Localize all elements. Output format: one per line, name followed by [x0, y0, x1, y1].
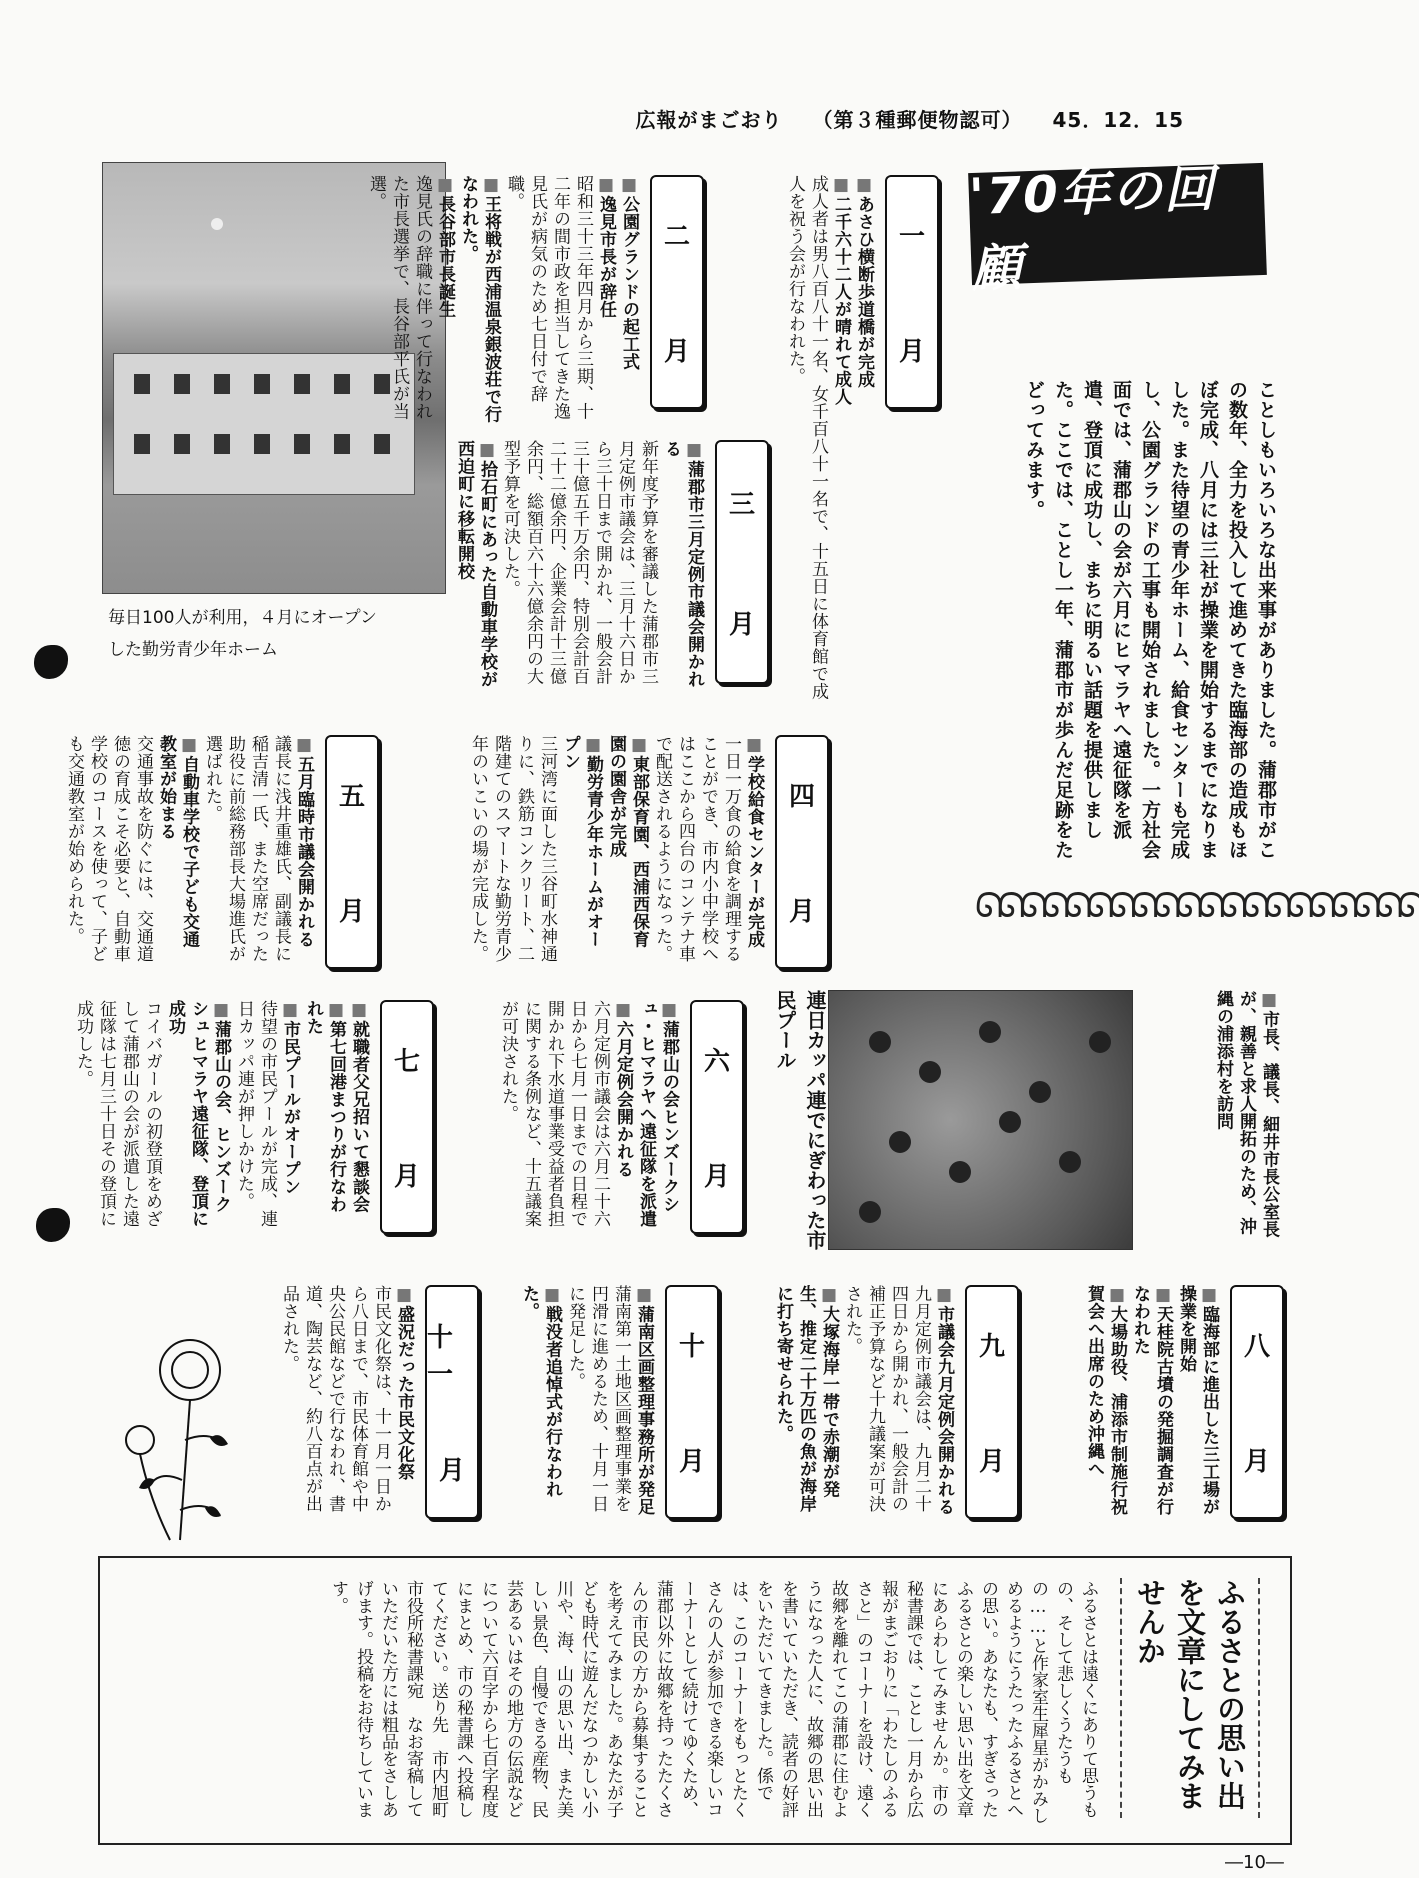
month-label-sep [965, 1285, 1019, 1519]
page-header [614, 104, 1184, 133]
jul-item3-text: 待望の市民プールが完成、連日カッパ連が押しかけた。 [234, 1000, 277, 1228]
aug-item2-title: ■ 天桂院古墳の発掘調査が行なわれた [1130, 1285, 1173, 1516]
oct-unit: 月 [678, 1447, 705, 1477]
nov-item1-title: ■ 盛況だった市民文化祭 [394, 1285, 414, 1481]
month-label-oct [665, 1285, 719, 1519]
jul-unit: 月 [393, 1162, 420, 1192]
section-nov [270, 1285, 415, 1525]
feb-item4-title: ■ 長谷部市長誕生 [435, 175, 455, 318]
mar-item2-title: ■ 拾石町にあった自動車学校が西迫町に移転開校 [454, 440, 497, 688]
nov-item1-text: 市民文化祭は、十一月一日から八日まで、市民体育館や中央公民館などで行なわれ、書道、陶芸など、約八百点が出品された。 [279, 1285, 391, 1513]
furusato-title: ふるさとの思い出を文章にしてみませんか [1120, 1578, 1260, 1818]
section-oct [495, 1285, 655, 1525]
issue-date: 45．12．15 [1052, 108, 1184, 132]
aug-unit: 月 [1243, 1447, 1270, 1477]
section-may [64, 735, 315, 965]
jun-item2-text: 六月定例市議会は六月二十六日から七月一日までの日程で開かれ下水道事業受益者負担に関する条例など、十五議案が可決された。 [498, 1000, 610, 1228]
oct-item1-title: ■ 蒲南区画整理事務所が発足 [634, 1285, 654, 1516]
section-sep [735, 1285, 955, 1525]
section-feb [366, 175, 640, 430]
jul-item3-title: ■ 市民プールがオープン [280, 1000, 300, 1196]
section-may-cont [1145, 990, 1280, 1250]
jun-unit: 月 [703, 1162, 730, 1192]
mar-num: 三 [728, 489, 755, 520]
jul-num: 七 [393, 1047, 420, 1077]
postal-permit: （第３種郵便物認可） [812, 108, 1023, 132]
section-jan [735, 175, 875, 700]
apr-item1-text: 一日一万食の給食を調理することができ、市内小中学校へはここから四台のコンテナ車で配送されるようになった。 [652, 735, 741, 963]
month-label-jun [690, 1000, 744, 1234]
jul-item4-text: コイバガールの初登頂をめざして蒲郡山の会が派遣した遠征隊は七月三十日その登頂に成功した。 [73, 1000, 162, 1228]
section-jun [455, 1000, 680, 1230]
jan-num: 一 [898, 222, 925, 252]
section-jul [73, 1000, 370, 1230]
intro-text: ことしもいろいろな出来事がありました。蒲郡市がこの数年、全力を投入して進めてきた臨海部の造成もほぼ完成、八月には三社が操業を開始するまでになりました。また待望の青少年ホーム、給食センターも完成し、公園グランドの工事も開始されました。一方社会面では、蒲郡山の会が六月にヒマラヤへ遠征隊を派遣、登頂に成功し、まちに明るい話題を提供しました。ここでは、ことし一年、蒲郡市が歩んだ足跡をたどってみます。 [1023, 380, 1277, 860]
may-item1-title: ■ 五月臨時市議会開かれる [294, 735, 314, 948]
section-mar [455, 440, 705, 700]
may-unit: 月 [338, 897, 365, 927]
section-aug [1030, 1285, 1220, 1525]
jun-item2-title: ■ 六月定例会開かれる [613, 1000, 633, 1178]
feb-item1-title: ■ 公園グランドの起工式 [619, 175, 639, 371]
pool-photo [828, 990, 1133, 1250]
jun-item1-title: ■ 蒲郡山の会ヒンズークシュ・ヒマラヤへ遠征隊を派遣 [636, 1000, 679, 1228]
sep-item2-title: ■ 大塚海岸一帯で赤潮が発生、推定二十万匹の魚が海岸に打ち寄せられた。 [773, 1285, 839, 1513]
jan-item2-text: 成人者は男八百八十一名、女千百八十一名で、十五日に体育館で成人を祝う会が行なわれた。 [785, 175, 828, 700]
nov-num: 十一 [427, 1322, 454, 1390]
apr-item3-title: ■ 勤労青少年ホームがオープン [560, 735, 603, 948]
nov-unit: 月 [438, 1456, 465, 1487]
sep-num: 九 [978, 1332, 1005, 1362]
photo1-caption-line1: 毎日100人が利用，４月にオープン [108, 608, 377, 628]
feb-item3-title: ■ 王将戦が西浦温泉銀波荘で行なわれた。 [458, 175, 501, 423]
section-apr [395, 735, 765, 965]
feb-num: 二 [663, 222, 690, 252]
photo1-caption-line2: した勤労青少年ホーム [108, 640, 278, 660]
sep-unit: 月 [978, 1447, 1005, 1477]
feb-unit: 月 [663, 337, 690, 367]
jul-item2-title: ■ 第七回港まつりが行なわれた [303, 1000, 346, 1213]
apr-unit: 月 [788, 897, 815, 927]
month-label-jan [885, 175, 939, 409]
mar-item1-title: ■ 蒲郡市三月定例市議会開かれる [661, 440, 704, 688]
newsletter-title: 広報がまごおり [635, 108, 783, 132]
jul-item1-title: ■ 就職者父兄招いて懇談会 [349, 1000, 369, 1213]
jan-item1-title: ■ あさひ横断歩道橋が完成 [854, 175, 874, 388]
feb-item4-text: 逸見氏の辞職に伴って行なわれた市長選挙で、長谷部平氏が当選。 [366, 175, 432, 420]
feb-item2-text: 昭和三十三年四月から三期、十二年の間市政を担当してきた逸見氏が病気のため七日付で辞職。 [504, 175, 593, 420]
apr-num: 四 [788, 782, 815, 812]
aug-item1-title: ■ 臨海部に進出した三工場が操業を開始 [1176, 1285, 1219, 1516]
apr-item3-text: 三河湾に面した三谷町水神通りに、鉄筋コンクリート、二階建てのスマートな勤労青少年のいこいの場が完成した。 [468, 735, 557, 963]
month-label-apr [775, 735, 829, 969]
may-item1-text: 議長に浅井重雄氏、副議長に稲吉清一氏、また空席だった助役に前総務部長大場進氏が選ばれた。 [202, 735, 291, 963]
mar-item1-text: 新年度予算を審議した蒲郡市三月定例市議会は、三月十六日から三十日まで開かれ、一般会計三十億五千万余円、特別会計百二十二億余円、企業会計十三億余円、総額百六十六億余円の大型予算を可決した。 [500, 440, 658, 685]
may-item2-title: ■ 自動車学校で子ども交通教室が始まる [156, 735, 199, 948]
chrysanthemum-illustration [110, 1330, 250, 1545]
oct-num: 十 [678, 1332, 705, 1362]
oct-item1-text: 蒲南第一土地区画整理事業を円滑に進めるため、十月一日に発足した。 [565, 1285, 631, 1513]
sep-item1-title: ■ 市議会九月定例会開かれる [934, 1285, 954, 1516]
main-title: '70年の回顧 [968, 163, 1267, 285]
feb-item2-title: ■ 逸見市長が辞任 [596, 175, 616, 318]
mar-unit: 月 [728, 609, 755, 640]
apr-item2-title: ■ 東部保育園、西浦西保育園の園舎が完成 [606, 735, 649, 948]
month-label-may [325, 735, 379, 969]
aug-item3-title: ■ 大場助役、浦添市制施行祝賀会へ出席のため沖縄へ [1084, 1285, 1127, 1516]
furusato-text: ふるさとは遠くにありて思うもの、そして悲しくうたうもの……と作家室生犀星がかみしめるようにうたったふるさとへの思い。あなたも、すぎさったふるさとの楽しい思い出を文章にあらわしてみませんか。市の秘書課では、ことし一月から広報がまごおりに「わたしのふるさと」のコーナーを設け、遠く故郷を離れてこの蒲郡に住むようになった人に、故郷の思い出を書いていただき、読者の好評をいただいてきました。係では、このコーナーをもっとたくさんの人が参加できる楽しいコーナーとして続けてゆくため、蒲郡以外に故郷を持ったたくさんの市民の方から募集することを考えてみました。あなたが子ども時代に遊んだなつかしい小川や、海、山の思い出、また美しい景色、自慢できる産物、民芸あるいはその地方の伝説などについて六百字から七百字程度にまとめ、市の秘書課へ投稿してください。送り先 市内旭町 市役所秘書課宛 なお寄稿していただいた方には粗品をさしあげます。投稿をお待ちしています。 [328, 1580, 1098, 1835]
aug-num: 八 [1243, 1332, 1270, 1362]
photo2-caption: 連日カッパ連でにぎわった市民プール [773, 990, 827, 1250]
sep-item1-text: 九月定例市議会は、九月二十四日から開かれ、一般会計の補正予算など十九議案が可決された。 [842, 1285, 931, 1513]
apr-item1-title: ■ 学校給食センターが完成 [744, 735, 764, 948]
month-label-jul [380, 1000, 434, 1234]
month-label-nov [425, 1285, 479, 1519]
may-item3-title: ■ 市長、議長、細井市長公室長が、親善と求人開拓のため、沖縄の浦添村を訪問 [1213, 990, 1279, 1238]
oct-item2-title: ■ 戦没者追悼式が行なわれた。 [519, 1285, 562, 1498]
binding-hole-top [34, 645, 68, 679]
page-number: ―10― [1225, 1852, 1284, 1873]
month-label-feb [650, 175, 704, 409]
jan-item2-title: ■ 二千六十二人が晴れて成人 [831, 175, 851, 406]
may-num: 五 [338, 782, 365, 812]
binding-hole-bottom [36, 1208, 70, 1242]
photo1-caption [108, 602, 377, 666]
jan-unit: 月 [898, 337, 925, 367]
jun-num: 六 [703, 1047, 730, 1077]
may-item2-text: 交通事故を防ぐには、交通道徳の育成こそ必要と、自動車学校のコースを使って、子ども交通教室が始められた。 [64, 735, 153, 963]
month-label-aug [1230, 1285, 1284, 1519]
jul-item4-title: ■ 蒲郡山の会、ヒンズークシュヒマラヤ遠征隊、登頂に成功 [165, 1000, 231, 1228]
decorative-border: ᘏᘏᘏᘏᘏᘏᘏᘏᘏᘏᘏᘏᘏᘏᘏᘏᘏᘏᘏᘏ [975, 886, 1419, 926]
